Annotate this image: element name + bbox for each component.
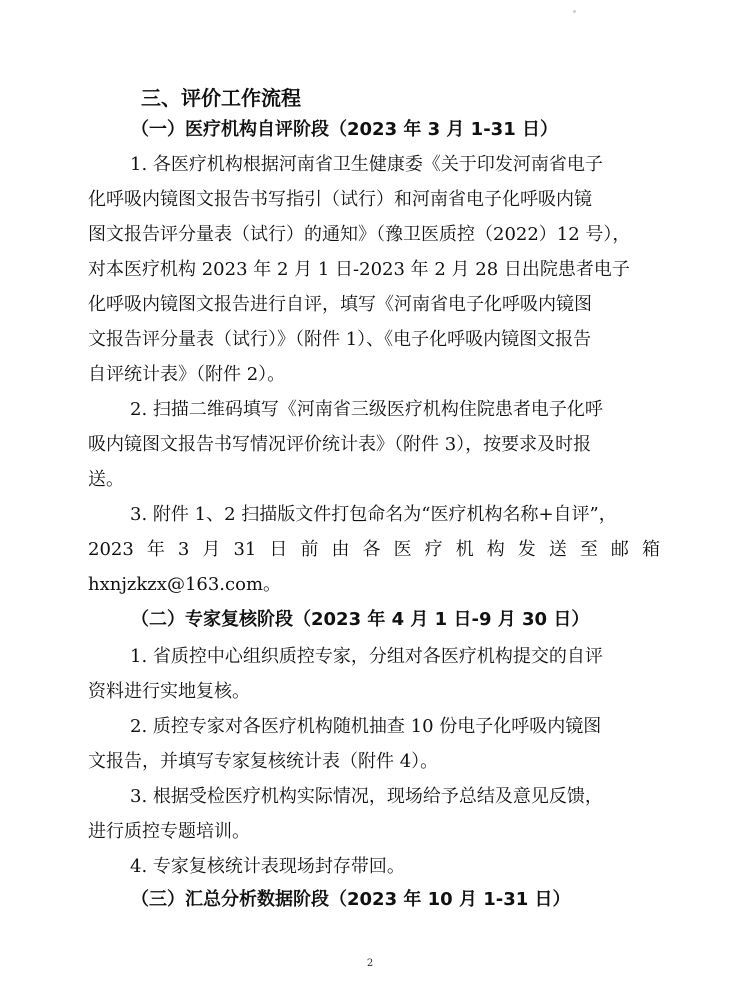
- section1-item1-line: 化呼吸内镜图文报告书写指引（试行）和河南省电子化呼吸内镜: [88, 189, 592, 210]
- word: 机: [455, 539, 474, 560]
- scan-speck: [573, 10, 576, 13]
- section2-item3-line: 3. 根据受检医疗机构实际情况，现场给予总结及意见反馈，: [130, 786, 603, 807]
- section2-item2-line: 文报告，并填写专家复核统计表（附件 4）。: [88, 751, 439, 772]
- word: 月: [202, 539, 221, 560]
- word: 医: [393, 539, 412, 560]
- section3-title: （三）汇总分析数据阶段（2023 年 10 月 1-31 日）: [131, 889, 571, 910]
- section1-item2-line: 送。: [88, 469, 124, 490]
- email-address: hxnjzkzx@163.com。: [88, 574, 282, 595]
- word: 日: [269, 539, 288, 560]
- word: 送: [548, 539, 567, 560]
- section1-item3-justified-line: [88, 538, 660, 562]
- section1-item1-line: 图文报告评分量表（试行）的通知》（豫卫医质控（2022）12 号），: [88, 224, 631, 245]
- section2-item1-line: 1. 省质控中心组织质控专家，分组对各医疗机构提交的自评: [130, 646, 603, 667]
- section2-item2-line: 2. 质控专家对各医疗机构随机抽查 10 份电子化呼吸内镜图: [130, 716, 602, 737]
- word: 构: [486, 539, 505, 560]
- word: 邮: [610, 539, 629, 560]
- section1-item3-line: 3. 附件 1、2 扫描版文件打包命名为“医疗机构名称+自评”，: [130, 504, 617, 525]
- word: 由: [331, 539, 350, 560]
- section-heading: 三、评价工作流程: [141, 86, 301, 110]
- section1-item2-line: 吸内镜图文报告书写情况评价统计表》（附件 3），按要求及时报: [88, 434, 592, 455]
- page-number: 2: [366, 958, 374, 969]
- word: 年: [146, 539, 165, 560]
- section2-item4: 4. 专家复核统计表现场封存带回。: [130, 856, 405, 877]
- word: 各: [362, 539, 381, 560]
- word: 31: [233, 539, 257, 560]
- word: 3: [177, 539, 190, 560]
- section1-item1-line: 文报告评分量表（试行）》（附件 1）、《电子化呼吸内镜图文报告: [88, 329, 592, 350]
- section1-title: （一）医疗机构自评阶段（2023 年 3 月 1-31 日）: [131, 119, 558, 140]
- section2-item3-line: 进行质控专题培训。: [88, 821, 250, 842]
- word: 2023: [88, 539, 134, 560]
- section2-item1-line: 资料进行实地复核。: [88, 681, 250, 702]
- section1-item2-line: 2. 扫描二维码填写《河南省三级医疗机构住院患者电子化呼: [130, 399, 603, 420]
- section1-item1-line: 1. 各医疗机构根据河南省卫生健康委《关于印发河南省电子: [130, 154, 603, 175]
- word: 至: [579, 539, 598, 560]
- section1-item1-line: 化呼吸内镜图文报告进行自评，填写《河南省电子化呼吸内镜图: [88, 294, 592, 315]
- word: 发: [517, 539, 536, 560]
- section1-item1-line: 自评统计表》（附件 2）。: [88, 364, 286, 385]
- word: 箱: [641, 539, 660, 560]
- word: 疗: [424, 539, 443, 560]
- section2-title: （二）专家复核阶段（2023 年 4 月 1 日-9 月 30 日）: [131, 609, 590, 630]
- section1-item1-line: 对本医疗机构 2023 年 2 月 1 日-2023 年 2 月 28 日出院患者电子: [88, 259, 630, 280]
- word: 前: [300, 539, 319, 560]
